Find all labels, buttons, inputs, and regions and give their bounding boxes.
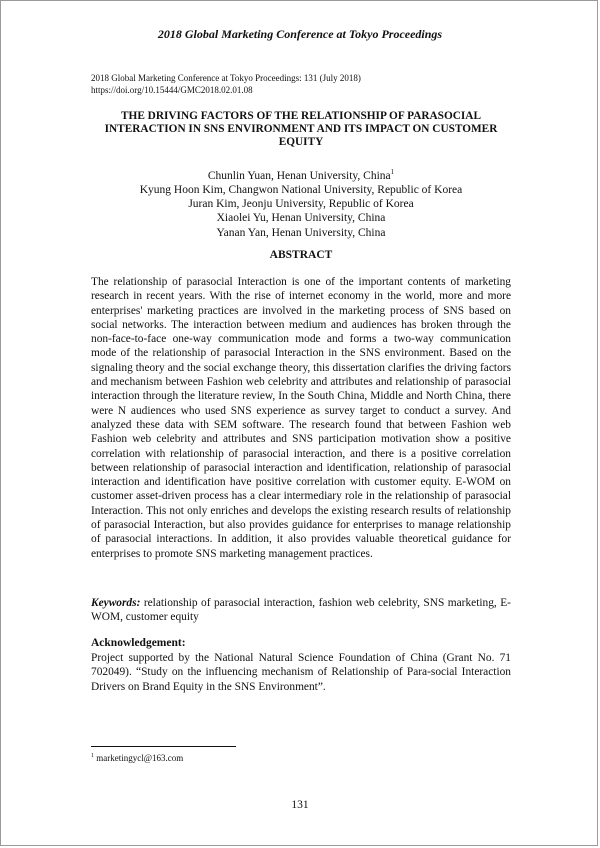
author-line: Yanan Yan, Henan University, China — [216, 226, 386, 239]
author-line: Juran Kim, Jeonju University, Republic of Korea — [188, 198, 414, 211]
footnote-marker[interactable]: 1 — [390, 168, 395, 176]
citation-line: 2018 Global Marketing Conference at Tokyo Proceedings: 131 (July 2018) — [91, 73, 361, 83]
footnote-number: 1 — [91, 753, 94, 759]
acknowledgement-body: Project supported by the National Natural Science Foundation of China (Grant No. 71 702049). “Study on the influencing mechanism of Relationship of Para-social Interaction Drivers on Brand Equity in the SNS Environment”. — [91, 652, 511, 693]
running-header: 2018 Global Marketing Conference at Tokyo Proceedings — [157, 27, 443, 41]
footnote-email[interactable]: marketingycl@163.com — [96, 753, 184, 763]
keywords-text: relationship of parasocial interaction, fashion web celebrity, SNS marketing, E-WOM, customer equity — [91, 597, 511, 624]
acknowledgement-heading: Acknowledgement: — [91, 637, 186, 649]
citation — [91, 72, 511, 96]
abstract-body: The relationship of parasocial Interaction is one of the important contents of marketing research in recent years. With the rise of internet economy in the world, more and more enterprises' marketing practices are involved in the marketing process of SNS based on social networks. The interaction between medium and audiences has broken through the non-face-to-face one-way communication mode and forms a two-way communication mode of the relationship of parasocial Interaction in the SNS environment. Based on the signaling theory and the social exchange theory, this dissertation clarifies the driving factors and mechanism between Fashion web celebrity and attributes and relationship of parasocial interaction through the literature review, In the South China, Middle and North China, there were N audiences who used SNS experience as survey target to conduct a survey. And analyzed these data with SEM software. The research found that between Fashion web Fashion web celebrity and attributes and SNS participation motivation show a positive correlation with relationship of parasocial interaction, and there is a positive correlation between relationship of parasocial interaction and identification, relationship of parasocial interaction and identification have positive correlation with customer equity. E-WOM on customer asset-driven process has a clear intermediary role in the relationship of parasocial Interaction. This not only enriches and develops the existing research results of relationship of parasocial Interaction, but also provides guidance for enterprises to manage relationship of parasocial interactions. In addition, it also provides valuable theoretical guidance for enterprises to promote SNS marketing management practices. — [91, 276, 511, 560]
author-line: Kyung Hoon Kim, Changwon National University, Republic of Korea — [139, 184, 463, 197]
author-line: Xiaolei Yu, Henan University, China — [216, 212, 386, 225]
footnote-divider — [91, 746, 236, 747]
paper-title: THE DRIVING FACTORS OF THE RELATIONSHIP OF PARASOCIAL INTERACTION IN SNS ENVIRONMENT AND ITS IMPACT ON CUSTOMER EQUITY — [104, 110, 498, 148]
author-list — [91, 165, 511, 240]
doi-link[interactable]: https://doi.org/10.15444/GMC2018.02.01.08 — [91, 85, 253, 95]
keywords-label: Keywords: — [91, 597, 141, 609]
keywords — [91, 596, 511, 625]
author-line: Chunlin Yuan, Henan University, China$^1$ — [207, 168, 395, 182]
page-number: 131 — [291, 799, 309, 811]
abstract-heading: ABSTRACT — [269, 249, 333, 261]
footnote — [91, 753, 183, 763]
